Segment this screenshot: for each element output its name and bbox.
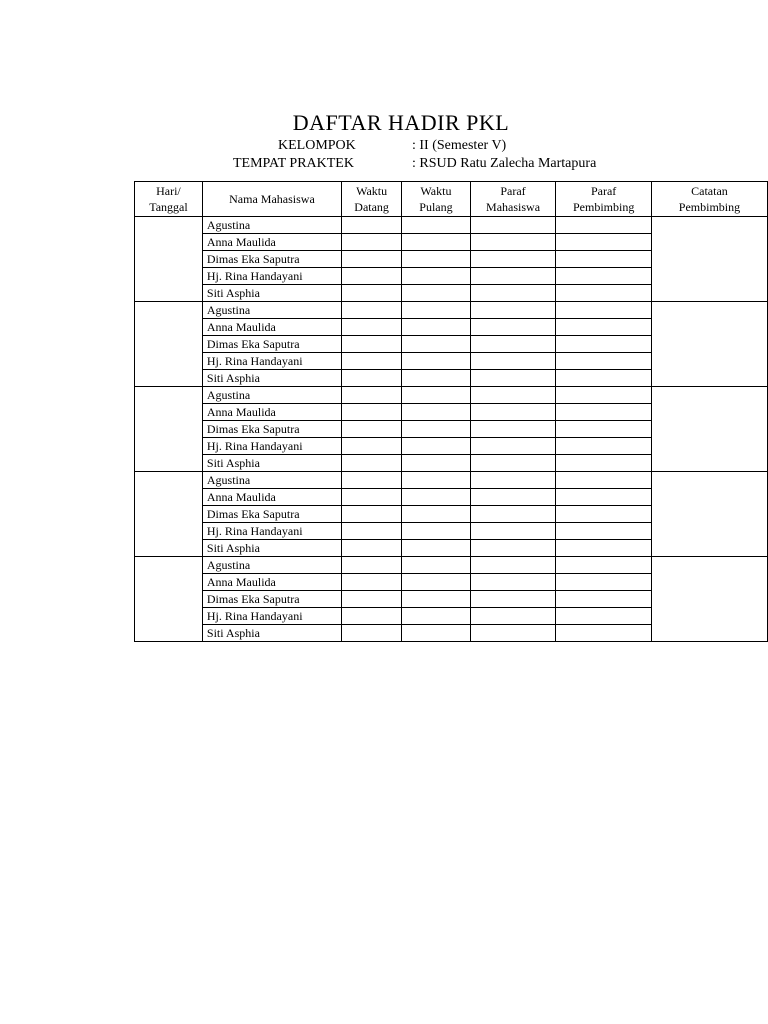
- paraf-mahasiswa-cell[interactable]: [470, 591, 556, 608]
- waktu-datang-cell[interactable]: [342, 574, 402, 591]
- table-row: [135, 387, 768, 404]
- paraf-pembimbing-cell[interactable]: [556, 506, 652, 523]
- student-name-cell: Anna Maulida: [202, 234, 341, 251]
- student-name-cell: Agustina: [202, 387, 341, 404]
- tempat-label: TEMPAT PRAKTEK: [233, 156, 354, 171]
- paraf-mahasiswa-cell[interactable]: [470, 625, 556, 642]
- waktu-datang-cell[interactable]: [342, 523, 402, 540]
- waktu-datang-cell[interactable]: [342, 625, 402, 642]
- student-name-cell: Siti Asphia: [202, 625, 341, 642]
- paraf-mahasiswa-cell[interactable]: [470, 608, 556, 625]
- waktu-datang-cell[interactable]: [342, 557, 402, 574]
- header-row: [135, 182, 768, 217]
- paraf-pembimbing-cell[interactable]: [556, 234, 652, 251]
- waktu-datang-cell[interactable]: [342, 506, 402, 523]
- kelompok-value: : II (Semester V): [412, 138, 507, 153]
- paraf-mahasiswa-cell[interactable]: [470, 319, 556, 336]
- waktu-datang-cell[interactable]: [342, 370, 402, 387]
- day-cell[interactable]: [135, 387, 203, 472]
- waktu-datang-cell[interactable]: [342, 353, 402, 370]
- student-name-cell: Anna Maulida: [202, 489, 341, 506]
- waktu-datang-cell[interactable]: [342, 217, 402, 234]
- paraf-mahasiswa-cell[interactable]: [470, 472, 556, 489]
- header-paraf-mahasiswa-text: Paraf Mahasiswa: [486, 184, 541, 214]
- catatan-cell[interactable]: [651, 217, 767, 302]
- header-hari-tanggal: [135, 182, 203, 217]
- paraf-mahasiswa-cell[interactable]: [470, 353, 556, 370]
- paraf-pembimbing-cell[interactable]: [556, 336, 652, 353]
- waktu-datang-cell[interactable]: [342, 455, 402, 472]
- waktu-datang-cell[interactable]: [342, 421, 402, 438]
- waktu-pulang-cell[interactable]: [402, 591, 470, 608]
- paraf-pembimbing-cell[interactable]: [556, 438, 652, 455]
- waktu-pulang-cell[interactable]: [402, 217, 470, 234]
- waktu-datang-cell[interactable]: [342, 540, 402, 557]
- paraf-mahasiswa-cell[interactable]: [470, 540, 556, 557]
- waktu-pulang-cell[interactable]: [402, 251, 470, 268]
- waktu-pulang-cell[interactable]: [402, 608, 470, 625]
- paraf-mahasiswa-cell[interactable]: [470, 302, 556, 319]
- waktu-pulang-cell[interactable]: [402, 387, 470, 404]
- student-name-cell: Dimas Eka Saputra: [202, 251, 341, 268]
- attendance-body: [135, 217, 768, 642]
- waktu-pulang-cell[interactable]: [402, 370, 470, 387]
- student-name-cell: Hj. Rina Handayani: [202, 438, 341, 455]
- waktu-pulang-cell[interactable]: [402, 506, 470, 523]
- paraf-pembimbing-cell[interactable]: [556, 353, 652, 370]
- table-row: [135, 217, 768, 234]
- paraf-mahasiswa-cell[interactable]: [470, 234, 556, 251]
- header-nama-mahasiswa-text: Nama Mahasiswa: [229, 192, 315, 206]
- student-name-cell: Siti Asphia: [202, 540, 341, 557]
- paraf-pembimbing-cell[interactable]: [556, 404, 652, 421]
- waktu-pulang-cell[interactable]: [402, 574, 470, 591]
- waktu-datang-cell[interactable]: [342, 251, 402, 268]
- student-name-cell: Siti Asphia: [202, 370, 341, 387]
- paraf-mahasiswa-cell[interactable]: [470, 370, 556, 387]
- student-name-cell: Agustina: [202, 557, 341, 574]
- kelompok-label: KELOMPOK: [278, 138, 356, 153]
- paraf-pembimbing-cell[interactable]: [556, 489, 652, 506]
- paraf-mahasiswa-cell[interactable]: [470, 455, 556, 472]
- student-name-cell: Agustina: [202, 217, 341, 234]
- waktu-datang-cell[interactable]: [342, 234, 402, 251]
- waktu-pulang-cell[interactable]: [402, 489, 470, 506]
- table-row: [135, 472, 768, 489]
- waktu-datang-cell[interactable]: [342, 285, 402, 302]
- paraf-pembimbing-cell[interactable]: [556, 472, 652, 489]
- student-name-cell: Dimas Eka Saputra: [202, 336, 341, 353]
- student-name-cell: Hj. Rina Handayani: [202, 608, 341, 625]
- waktu-pulang-cell[interactable]: [402, 540, 470, 557]
- student-name-cell: Anna Maulida: [202, 574, 341, 591]
- header-waktu-pulang-text: Waktu Pulang: [419, 184, 453, 214]
- waktu-pulang-cell[interactable]: [402, 234, 470, 251]
- header-paraf-pembimbing-text: Paraf Pembimbing: [572, 184, 635, 214]
- waktu-datang-cell[interactable]: [342, 268, 402, 285]
- table-row: [135, 302, 768, 319]
- header-paraf-pembimbing: [556, 182, 652, 217]
- header-waktu-datang: [342, 182, 402, 217]
- paraf-mahasiswa-cell[interactable]: [470, 421, 556, 438]
- student-name-cell: Dimas Eka Saputra: [202, 506, 341, 523]
- waktu-pulang-cell[interactable]: [402, 319, 470, 336]
- paraf-pembimbing-cell[interactable]: [556, 608, 652, 625]
- waktu-pulang-cell[interactable]: [402, 421, 470, 438]
- attendance-table: [134, 181, 768, 642]
- paraf-pembimbing-cell[interactable]: [556, 370, 652, 387]
- paraf-mahasiswa-cell[interactable]: [470, 268, 556, 285]
- paraf-pembimbing-cell[interactable]: [556, 387, 652, 404]
- waktu-datang-cell[interactable]: [342, 608, 402, 625]
- waktu-datang-cell[interactable]: [342, 591, 402, 608]
- paraf-pembimbing-cell[interactable]: [556, 540, 652, 557]
- header-paraf-mahasiswa: [470, 182, 556, 217]
- paraf-pembimbing-cell[interactable]: [556, 217, 652, 234]
- paraf-mahasiswa-cell[interactable]: [470, 557, 556, 574]
- paraf-mahasiswa-cell[interactable]: [470, 285, 556, 302]
- waktu-datang-cell[interactable]: [342, 489, 402, 506]
- catatan-cell[interactable]: [651, 557, 767, 642]
- student-name-cell: Hj. Rina Handayani: [202, 353, 341, 370]
- catatan-cell[interactable]: [651, 387, 767, 472]
- header-catatan-pembimbing-text: Catatan Pembimbing: [678, 184, 741, 214]
- student-name-cell: Agustina: [202, 302, 341, 319]
- paraf-pembimbing-cell[interactable]: [556, 455, 652, 472]
- waktu-pulang-cell[interactable]: [402, 455, 470, 472]
- waktu-pulang-cell[interactable]: [402, 625, 470, 642]
- header-nama-mahasiswa: [202, 182, 341, 217]
- student-name-cell: Dimas Eka Saputra: [202, 421, 341, 438]
- paraf-pembimbing-cell[interactable]: [556, 523, 652, 540]
- paraf-pembimbing-cell[interactable]: [556, 574, 652, 591]
- waktu-pulang-cell[interactable]: [402, 438, 470, 455]
- waktu-pulang-cell[interactable]: [402, 336, 470, 353]
- waktu-datang-cell[interactable]: [342, 404, 402, 421]
- waktu-pulang-cell[interactable]: [402, 523, 470, 540]
- paraf-mahasiswa-cell[interactable]: [470, 387, 556, 404]
- student-name-cell: Hj. Rina Handayani: [202, 268, 341, 285]
- student-name-cell: Hj. Rina Handayani: [202, 523, 341, 540]
- day-cell[interactable]: [135, 217, 203, 302]
- day-cell[interactable]: [135, 557, 203, 642]
- paraf-mahasiswa-cell[interactable]: [470, 217, 556, 234]
- paraf-mahasiswa-cell[interactable]: [470, 404, 556, 421]
- paraf-pembimbing-cell[interactable]: [556, 421, 652, 438]
- waktu-datang-cell[interactable]: [342, 438, 402, 455]
- student-name-cell: Siti Asphia: [202, 455, 341, 472]
- paraf-mahasiswa-cell[interactable]: [470, 336, 556, 353]
- day-cell[interactable]: [135, 302, 203, 387]
- waktu-datang-cell[interactable]: [342, 319, 402, 336]
- paraf-pembimbing-cell[interactable]: [556, 302, 652, 319]
- waktu-datang-cell[interactable]: [342, 302, 402, 319]
- paraf-pembimbing-cell[interactable]: [556, 625, 652, 642]
- waktu-pulang-cell[interactable]: [402, 472, 470, 489]
- paraf-mahasiswa-cell[interactable]: [470, 489, 556, 506]
- day-cell[interactable]: [135, 472, 203, 557]
- paraf-pembimbing-cell[interactable]: [556, 285, 652, 302]
- paraf-mahasiswa-cell[interactable]: [470, 251, 556, 268]
- student-name-cell: Anna Maulida: [202, 404, 341, 421]
- waktu-pulang-cell[interactable]: [402, 404, 470, 421]
- paraf-pembimbing-cell[interactable]: [556, 319, 652, 336]
- catatan-cell[interactable]: [651, 302, 767, 387]
- student-name-cell: Agustina: [202, 472, 341, 489]
- paraf-mahasiswa-cell[interactable]: [470, 523, 556, 540]
- student-name-cell: Dimas Eka Saputra: [202, 591, 341, 608]
- paraf-pembimbing-cell[interactable]: [556, 591, 652, 608]
- tempat-value: : RSUD Ratu Zalecha Martapura: [412, 156, 597, 171]
- catatan-cell[interactable]: [651, 472, 767, 557]
- waktu-pulang-cell[interactable]: [402, 557, 470, 574]
- waktu-pulang-cell[interactable]: [402, 353, 470, 370]
- waktu-pulang-cell[interactable]: [402, 302, 470, 319]
- table-row: [135, 557, 768, 574]
- waktu-datang-cell[interactable]: [342, 336, 402, 353]
- header-hari-tanggal-text: Hari/ Tanggal: [149, 184, 188, 214]
- paraf-pembimbing-cell[interactable]: [556, 268, 652, 285]
- paraf-pembimbing-cell[interactable]: [556, 251, 652, 268]
- student-name-cell: Anna Maulida: [202, 319, 341, 336]
- waktu-datang-cell[interactable]: [342, 387, 402, 404]
- header-catatan-pembimbing: [651, 182, 767, 217]
- header-waktu-pulang: [402, 182, 470, 217]
- paraf-mahasiswa-cell[interactable]: [470, 506, 556, 523]
- waktu-pulang-cell[interactable]: [402, 268, 470, 285]
- waktu-pulang-cell[interactable]: [402, 285, 470, 302]
- header-waktu-datang-text: Waktu Datang: [354, 184, 389, 214]
- page-title: DAFTAR HADIR PKL: [292, 110, 510, 135]
- paraf-mahasiswa-cell[interactable]: [470, 438, 556, 455]
- student-name-cell: Siti Asphia: [202, 285, 341, 302]
- paraf-pembimbing-cell[interactable]: [556, 557, 652, 574]
- waktu-datang-cell[interactable]: [342, 472, 402, 489]
- paraf-mahasiswa-cell[interactable]: [470, 574, 556, 591]
